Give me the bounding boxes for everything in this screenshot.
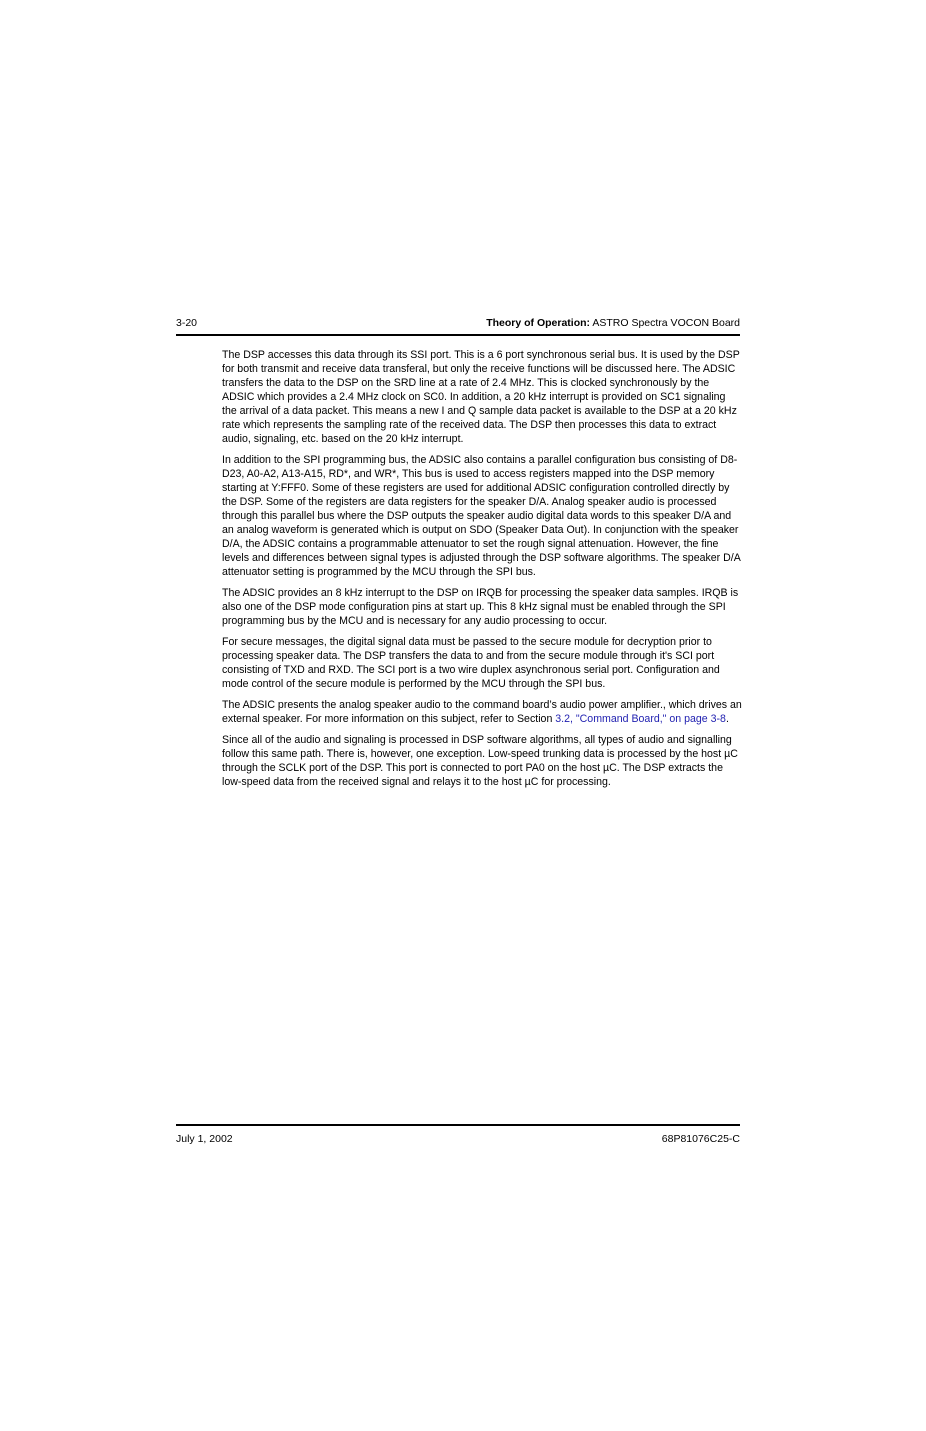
paragraph: For secure messages, the digital signal data must be passed to the secure module for decryption prior to processing speaker data. The DSP transfers the data to and from the secure module through it's SCI port consisting of TXD and RXD. The SCI port is a two wire duplex asynchronous serial port. Configuration and mode control of the secure module is performed by the MCU through the SPI bus. [222, 636, 720, 690]
footer-rule [176, 1124, 740, 1126]
page-header [176, 316, 740, 336]
running-title-rest: ASTRO Spectra VOCON Board [590, 317, 740, 329]
paragraph: In addition to the SPI programming bus, the ADSIC also contains a parallel configuration bus consisting of D8-D23, A0-A2, A13-A15, RD*, and WR*, This bus is used to access registers mapped into the DSP memory starting at Y:FFF0. Some of these registers are used for additional ADSIC configuration controlled directly by the DSP. Some of the registers are data registers for the speaker D/A. Analog speaker audio is processed through this parallel bus where the DSP outputs the speaker audio digital data words to this speaker D/A and an analog waveform is generated which is output on SDO (Speaker Data Out). In conjunction with the speaker D/A, the ADSIC contains a programmable attenuator to set the rough signal attenuation. However, the fine levels and differences between signal types is adjusted through the DSP software algorithms. The speaker D/A attenuator setting is programmed by the MCU through the SPI bus. [222, 454, 741, 578]
running-title-bold: Theory of Operation: [486, 317, 591, 329]
running-title [486, 316, 740, 330]
paragraph-text: The ADSIC presents the analog speaker audio to the command board’s audio power amplifier., which drives an external speaker. For more information on this subject, refer to Section [222, 699, 742, 725]
cross-reference-link[interactable]: 3.2, "Command Board," on page 3-8 [555, 713, 726, 725]
header-rule [176, 334, 740, 336]
publication-date: July 1, 2002 [176, 1133, 233, 1145]
paragraph-end: . [725, 713, 729, 725]
paragraph: Since all of the audio and signaling is processed in DSP software algorithms, all types of audio and signalling follow this same path. There is, however, one exception. Low-speed trunking data is processed by the host µC through the SCLK port of the DSP. This port is connected to port PA0 on the host µC. The DSP extracts the low-speed data from the received signal and relays it to the host µC for processing. [222, 734, 738, 788]
document-number: 68P81076C25-C [661, 1133, 740, 1145]
paragraph: The DSP accesses this data through its SSI port. This is a 6 port synchronous serial bus. It is used by the DSP for both transmit and receive data transferal, but only the receive functions will be discussed here. The ADSIC transfers the data to the DSP on the SRD line at a rate of 2.4 MHz. This is clocked synchronously by the ADSIC which provides a 2.4 MHz clock on SC0. In addition, a 20 kHz interrupt is provided on SC1 signaling the arrival of a data packet. This means a new I and Q sample data packet is available to the DSP at a 20 kHz rate which represents the sampling rate of the received data. The DSP then processes this data to extract audio, signaling, etc. based on the 20 kHz interrupt. [222, 349, 740, 445]
paragraph [222, 698, 742, 726]
page-number: 3-20 [176, 317, 198, 329]
paragraph: The ADSIC provides an 8 kHz interrupt to the DSP on IRQB for processing the speaker data samples. IRQB is also one of the DSP mode configuration pins at start up. This 8 kHz signal must be enabled through the SPI programming bus by the MCU and is necessary for any audio processing to occur. [222, 587, 739, 627]
body-text [222, 348, 742, 796]
